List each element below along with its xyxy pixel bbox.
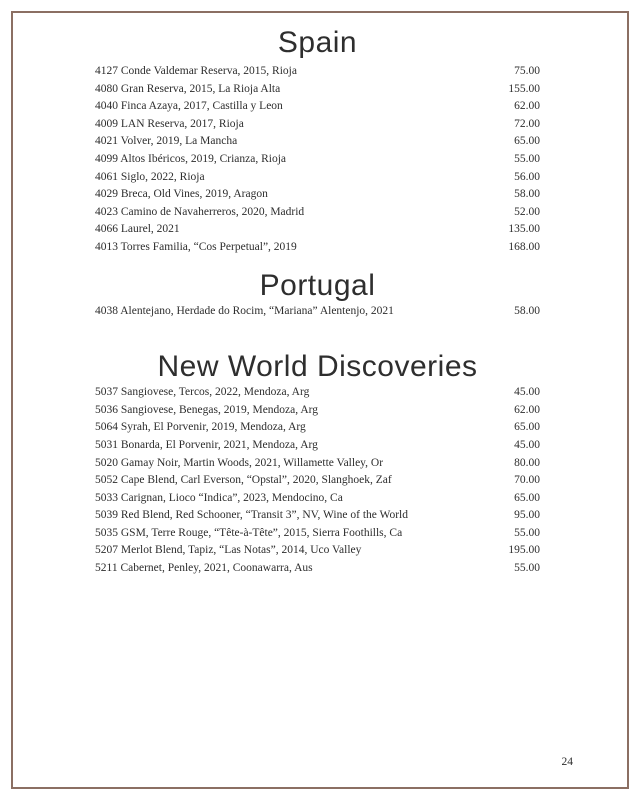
wine-label: 5211 Cabernet, Penley, 2021, Coonawarra, Aus: [95, 562, 313, 575]
wine-row: [95, 384, 540, 402]
wine-row: [95, 490, 540, 508]
section-title: Spain: [277, 26, 358, 59]
wine-label: 5036 Sangiovese, Benegas, 2019, Mendoza, Arg: [95, 403, 319, 416]
section-title: Portugal: [259, 268, 376, 302]
section-rows: [95, 63, 540, 257]
wine-price: 55.00: [514, 562, 540, 575]
wine-price: 195.00: [508, 544, 540, 557]
wine-row: [95, 63, 540, 81]
wine-label: 4038 Alentejano, Herdade do Rocim, “Mariana” Alentenjo, 2021: [95, 304, 394, 317]
wine-row: [95, 542, 540, 560]
wine-label: 4013 Torres Familia, “Cos Perpetual”, 2019: [95, 240, 297, 253]
wine-row: [95, 525, 540, 543]
menu-section: [95, 350, 540, 578]
wine-label: 5031 Bonarda, El Porvenir, 2021, Mendoza, Arg: [95, 438, 318, 451]
wine-price: 52.00: [514, 205, 540, 218]
wine-row: [95, 81, 540, 99]
wine-row: [95, 116, 540, 134]
wine-label: 5037 Sangiovese, Tercos, 2022, Mendoza, Arg: [95, 386, 310, 399]
wine-price: 168.00: [508, 240, 540, 253]
wine-label: 4066 Laurel, 2021: [95, 223, 180, 236]
wine-label: 5052 Cape Blend, Carl Everson, “Opstal”, 2020, Slanghoek, Zaf: [95, 474, 392, 487]
wine-label: 4009 LAN Reserva, 2017, Rioja: [95, 117, 244, 130]
wine-row: [95, 402, 540, 420]
wine-price: 55.00: [514, 526, 540, 539]
wine-row: [95, 560, 540, 578]
wine-row: [95, 98, 540, 116]
wine-label: 4023 Camino de Navaherreros, 2020, Madrid: [95, 205, 305, 218]
wine-label: 5035 GSM, Terre Rouge, “Tête-à-Tête”, 2015, Sierra Foothills, Ca: [95, 526, 403, 539]
wine-price: 95.00: [514, 509, 540, 522]
wine-label: 4040 Finca Azaya, 2017, Castilla y Leon: [95, 100, 283, 113]
wine-label: 4021 Volver, 2019, La Mancha: [95, 135, 238, 148]
menu-section: [95, 26, 540, 257]
wine-price: 70.00: [514, 474, 540, 487]
menu-content: [95, 26, 540, 578]
wine-row: [95, 186, 540, 204]
wine-label: 4061 Siglo, 2022, Rioja: [95, 170, 205, 183]
wine-label: 5207 Merlot Blend, Tapiz, “Las Notas”, 2014, Uco Valley: [95, 544, 362, 557]
wine-row: [95, 169, 540, 187]
wine-row: [95, 133, 540, 151]
wine-price: 135.00: [508, 223, 540, 236]
wine-price: 65.00: [514, 135, 540, 148]
wine-price: 45.00: [514, 438, 540, 451]
wine-row: [95, 151, 540, 169]
wine-price: 65.00: [514, 421, 540, 434]
page-number: 24: [561, 756, 573, 768]
menu-section: [95, 269, 540, 321]
wine-row: [95, 437, 540, 455]
wine-row: [95, 419, 540, 437]
wine-price: 56.00: [514, 170, 540, 183]
wine-price: 62.00: [514, 403, 540, 416]
wine-price: 65.00: [514, 491, 540, 504]
wine-label: 4127 Conde Valdemar Reserva, 2015, Rioja: [95, 65, 297, 77]
wine-label: 5039 Red Blend, Red Schooner, “Transit 3”, NV, Wine of the World: [95, 509, 408, 522]
wine-row: [95, 239, 540, 257]
section-rows: [95, 384, 540, 578]
wine-price: 58.00: [514, 188, 540, 201]
wine-row: [95, 455, 540, 473]
wine-label: 4080 Gran Reserva, 2015, La Rioja Alta: [95, 82, 281, 95]
wine-price: 72.00: [514, 117, 540, 130]
wine-label: 4029 Breca, Old Vines, 2019, Aragon: [95, 188, 268, 201]
wine-row: [95, 472, 540, 490]
wine-row: [95, 204, 540, 222]
wine-row: [95, 303, 540, 321]
wine-price: 58.00: [514, 304, 540, 317]
wine-price: 155.00: [508, 82, 540, 95]
wine-label: 5064 Syrah, El Porvenir, 2019, Mendoza, Arg: [95, 421, 306, 434]
section-rows: [95, 303, 540, 321]
wine-price: 62.00: [514, 100, 540, 113]
wine-price: 45.00: [514, 386, 540, 399]
wine-label: 5033 Carignan, Lioco “Indica”, 2023, Mendocino, Ca: [95, 491, 343, 504]
wine-label: 5020 Gamay Noir, Martin Woods, 2021, Willamette Valley, Or: [95, 456, 384, 469]
wine-label: 4099 Altos Ibéricos, 2019, Crianza, Rioja: [95, 152, 286, 165]
wine-row: [95, 221, 540, 239]
section-title: New World Discoveries: [157, 350, 478, 384]
wine-row: [95, 507, 540, 525]
wine-price: 80.00: [514, 456, 540, 469]
wine-price: 75.00: [514, 65, 540, 77]
wine-price: 55.00: [514, 152, 540, 165]
